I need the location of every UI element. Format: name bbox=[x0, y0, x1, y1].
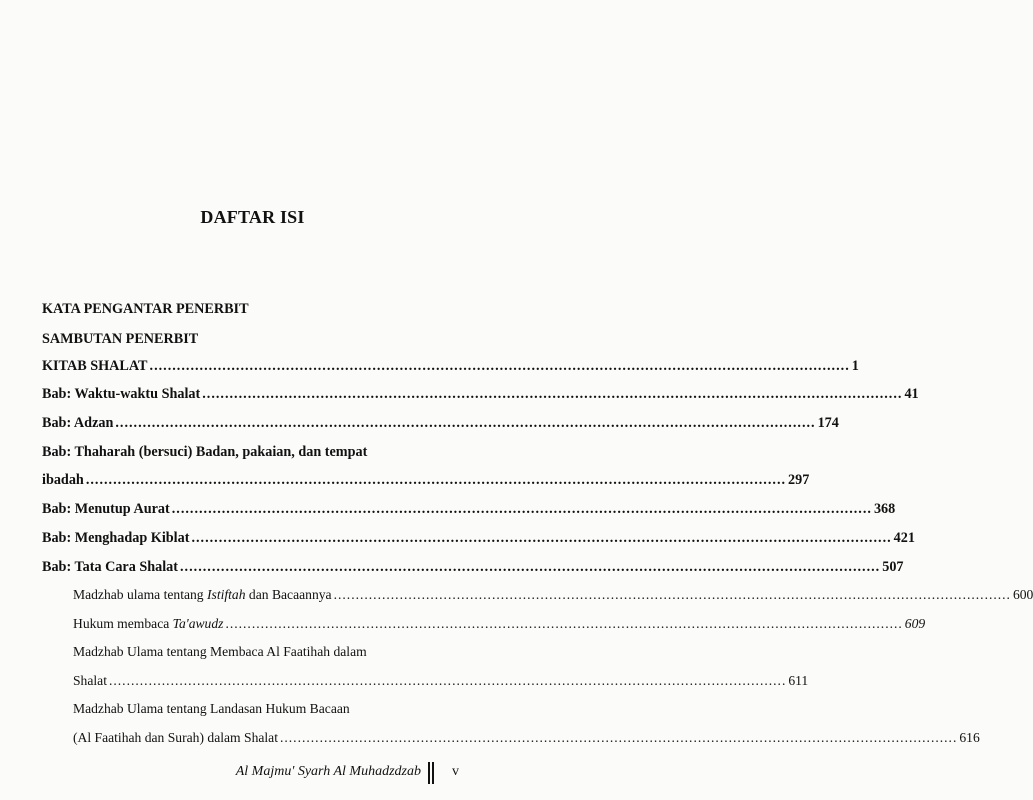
toc-subentry bbox=[73, 701, 455, 717]
dot-leader: .......................................................................................................................................................... bbox=[149, 358, 850, 374]
footer-book-title: Al Majmu' Syarh Al Muhadzdzab bbox=[235, 764, 421, 779]
toc-page-number: 600 bbox=[1012, 587, 1033, 602]
toc-page-number: 174 bbox=[817, 415, 839, 431]
toc-subentry-label: Madzhab ulama tentang Istiftah dan Bacaannya bbox=[73, 587, 332, 602]
toc-entry bbox=[42, 444, 455, 461]
toc-entry bbox=[42, 530, 915, 547]
toc-page-number: 611 bbox=[788, 673, 809, 688]
toc-page-number: 1 bbox=[851, 358, 859, 374]
toc-entry bbox=[42, 559, 904, 576]
toc-entry bbox=[42, 301, 455, 318]
toc-page-number: 609 bbox=[904, 616, 926, 631]
toc-page-number: 421 bbox=[893, 530, 915, 546]
page-title: DAFTAR ISI bbox=[200, 207, 305, 227]
toc-subentry-label: Hukum membaca Ta'awudz bbox=[73, 616, 224, 631]
dot-leader: .......................................................................................................................................................... bbox=[108, 673, 787, 688]
toc-entry-label: Bab: Adzan bbox=[42, 415, 114, 431]
dot-leader: .......................................................................................................................................................... bbox=[171, 501, 872, 517]
toc-entry-label: SAMBUTAN PENERBIT bbox=[42, 331, 199, 347]
toc-entry bbox=[42, 358, 859, 375]
toc-subentry-label: (Al Faatihah dan Surah) dalam Shalat bbox=[73, 730, 278, 745]
toc-subentry-label: Shalat bbox=[73, 673, 107, 688]
toc-subentry-label: Madzhab Ulama tentang Membaca Al Faatihah dalam bbox=[73, 644, 367, 659]
toc-page-number: 41 bbox=[904, 386, 919, 402]
dot-leader: .......................................................................................................................................................... bbox=[191, 530, 892, 546]
toc-entry bbox=[42, 331, 455, 348]
toc-subentry bbox=[73, 587, 1033, 603]
toc-entry bbox=[42, 386, 919, 403]
dot-leader: .......................................................................................................................................................... bbox=[85, 472, 787, 488]
toc-entry-label: Bab: Menghadap Kiblat bbox=[42, 530, 190, 546]
toc-entry-label: Bab: Menutup Aurat bbox=[42, 501, 170, 517]
toc-entry-label: Bab: Waktu-waktu Shalat bbox=[42, 386, 201, 402]
toc-entry bbox=[42, 501, 896, 518]
dot-leader: .......................................................................................................................................................... bbox=[225, 616, 903, 631]
toc-subentry bbox=[73, 730, 980, 746]
dot-leader: .......................................................................................................................................................... bbox=[115, 415, 816, 431]
toc-page-number: 616 bbox=[959, 730, 980, 745]
footer-divider bbox=[428, 762, 434, 784]
toc-subentry bbox=[73, 616, 926, 632]
toc-entry-label: KATA PENGANTAR PENERBIT bbox=[42, 301, 249, 317]
footer-page-number: v bbox=[452, 764, 459, 779]
toc-page-number: 507 bbox=[882, 559, 904, 575]
toc-entry-label: Bab: Tata Cara Shalat bbox=[42, 559, 178, 575]
toc-entry-label: KITAB SHALAT bbox=[42, 358, 148, 374]
dot-leader: .......................................................................................................................................................... bbox=[333, 587, 1011, 602]
toc-page-number: 297 bbox=[788, 472, 810, 488]
dot-leader: .......................................................................................................................................................... bbox=[180, 559, 881, 575]
toc-entry-label: Bab: Thaharah (bersuci) Badan, pakaian, dan tempat bbox=[42, 444, 368, 460]
toc-subentry-label: Madzhab Ulama tentang Landasan Hukum Bacaan bbox=[73, 701, 350, 716]
toc-entry-label: ibadah bbox=[42, 472, 84, 488]
toc-subentry bbox=[73, 644, 455, 660]
toc-entry bbox=[42, 472, 810, 489]
dot-leader: .......................................................................................................................................................... bbox=[202, 386, 903, 402]
page-footer bbox=[0, 764, 505, 784]
dot-leader: .......................................................................................................................................................... bbox=[279, 730, 958, 745]
toc-entry bbox=[42, 415, 839, 432]
toc-page-number: 368 bbox=[873, 501, 896, 517]
toc-subentry bbox=[73, 673, 809, 689]
